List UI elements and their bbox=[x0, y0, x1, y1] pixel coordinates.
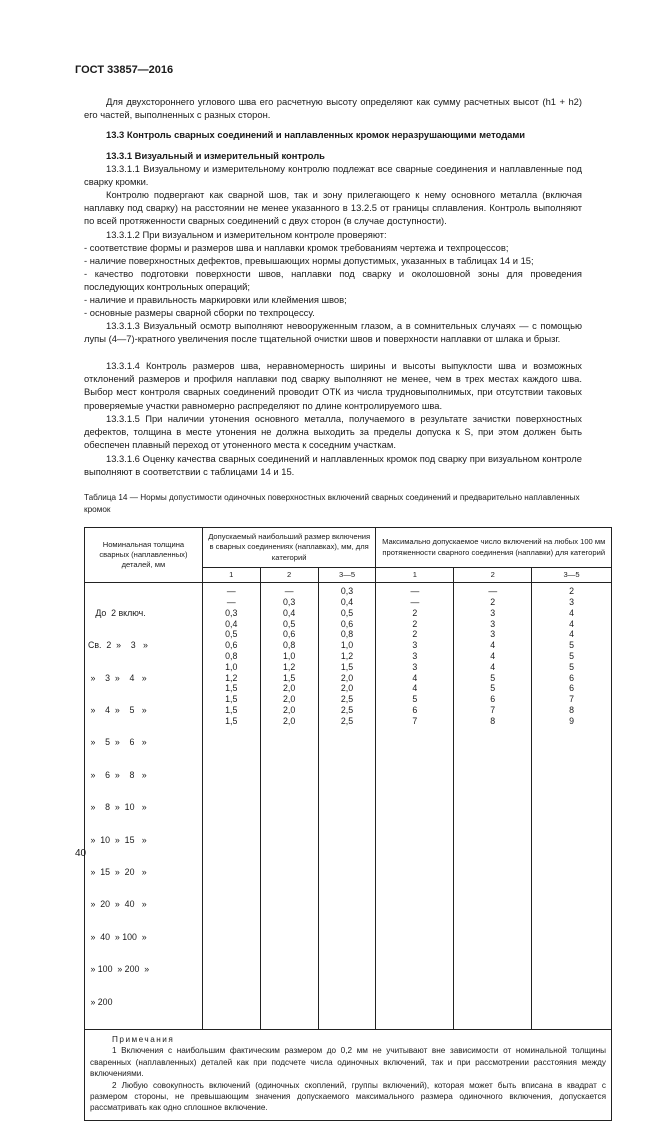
size-cell: 2,0 bbox=[340, 672, 354, 683]
size-cell: 1,2 bbox=[340, 651, 354, 661]
size-cell: 0,3 bbox=[225, 607, 238, 618]
count-cell: 2 bbox=[412, 618, 418, 629]
count-cell: 3 bbox=[569, 597, 575, 608]
size-cell: 0,5 bbox=[283, 618, 296, 629]
count-cell: 8 bbox=[490, 715, 496, 726]
count-cell: 9 bbox=[569, 715, 575, 726]
count-cell: 5 bbox=[490, 672, 496, 683]
size-cell: 0,6 bbox=[225, 640, 238, 651]
count-cell: 4 bbox=[569, 607, 575, 618]
count-cell: 6 bbox=[490, 694, 496, 705]
size-cell: 0,8 bbox=[283, 640, 296, 651]
count-cell: 7 bbox=[490, 704, 496, 715]
bullet-shape-size: - соответствие формы и размеров шва и наплавки кромок требованиям чертежа и техпроцессов; bbox=[84, 242, 509, 253]
count-cell: 6 bbox=[569, 683, 575, 694]
size-cell: 1,5 bbox=[225, 694, 238, 705]
section-13-3-1-heading: 13.3.1 Визуальный и измерительный контроль bbox=[106, 150, 325, 161]
size-cell: — bbox=[226, 597, 236, 608]
thickness-cell: » 200 bbox=[88, 996, 113, 1007]
size-cell: 0,4 bbox=[340, 597, 354, 608]
bullet-surface-defects: - наличие поверхностных дефектов, превышающих нормы допустимых, указанных в таблицах 14 и 15; bbox=[84, 255, 534, 266]
table-notes bbox=[85, 1029, 612, 1120]
paragraph-13-3-1-6: 13.3.1.6 Оценку качества сварных соединений и наплавленных кромок под сварку при визуальном контроле выполняют в соответствии с таблицами 14 и 15. bbox=[84, 453, 582, 478]
count-cell: 2 bbox=[412, 607, 418, 618]
size-cell: 1,0 bbox=[283, 651, 296, 661]
notes-title: Примечания bbox=[112, 1034, 175, 1044]
size-cell: 2,0 bbox=[283, 694, 296, 705]
thickness-cell: » 3 » 4 » bbox=[88, 672, 147, 683]
size-cat-3-5-column bbox=[318, 583, 376, 1030]
header-count-cat-2: 2 bbox=[454, 568, 532, 583]
header-count-cat-1: 1 bbox=[376, 568, 454, 583]
header-inclusion-size: Допускаемый наибольший размер включения в сварных соединениях (наплавках), мм, для категорий bbox=[202, 528, 376, 568]
thickness-cell: » 8 » 10 » bbox=[88, 802, 147, 813]
paragraph-13-3-1-4: 13.3.1.4 Контроль размеров шва, неравномерность ширины и высоты выпуклости шва и возможных отклонений размеров и профиля наплавки под сварку выполняют не менее, чем в трех местах каждого шва. Выбор мест контроля сварных соединений проводит ОТК из числа трудновыполнимых, при отсутствии таковых проверяемые участки равномерно распределяют по длине контролируемого шва. bbox=[84, 360, 582, 411]
size-cell: 1,0 bbox=[340, 640, 354, 651]
size-cell: 1,5 bbox=[225, 683, 238, 694]
count-cell: 4 bbox=[490, 640, 496, 651]
size-cell: 0,8 bbox=[340, 629, 354, 640]
paragraph-two-sided-weld: Для двухстороннего углового шва его расчетную высоту определяют как сумму расчетных высот (h1 + h2) его частей, выполненных с разных сторон. bbox=[84, 96, 582, 121]
note-2: 2 Любую совокупность включений (одиночных скоплений, группы включений), которая может быть вписана в квадрат с размером стороны, не превышающим значения допускаемого максимального размера одиночного включения, допускается рассматривать как одно сплошное включение. bbox=[90, 1080, 606, 1113]
count-cell: 3 bbox=[412, 640, 418, 651]
count-cell: 8 bbox=[569, 704, 575, 715]
header-count-cat-3-5: 3—5 bbox=[532, 568, 612, 583]
header-inclusion-count: Максимально допускаемое число включений на любых 100 мм протяженности сварного соединения (наплавки) для категорий bbox=[376, 528, 612, 568]
size-cell: 2,0 bbox=[283, 715, 296, 726]
count-cell: — bbox=[410, 597, 420, 608]
bullet-assembly-dimensions: - основные размеры сварной сборки по техпроцессу. bbox=[84, 307, 315, 318]
size-cell: 0,6 bbox=[283, 629, 296, 640]
size-cell: 0,4 bbox=[283, 607, 296, 618]
size-cell: 2,5 bbox=[340, 704, 354, 715]
document-header: ГОСТ 33857—2016 bbox=[75, 64, 174, 76]
size-cell: 1,5 bbox=[340, 661, 354, 672]
size-cell: 1,0 bbox=[225, 661, 238, 672]
thickness-cell: » 6 » 8 » bbox=[88, 769, 147, 780]
thickness-cell: » 20 » 40 » bbox=[88, 899, 147, 910]
size-cell: 0,5 bbox=[225, 629, 238, 640]
size-cell: — bbox=[284, 586, 294, 597]
thickness-column bbox=[85, 583, 203, 1030]
count-cell: 5 bbox=[569, 651, 575, 661]
paragraph-13-3-1-3: 13.3.1.3 Визуальный осмотр выполняют невооруженным глазом, а в сомнительных случаях — с помощью лупы (4—7)-кратного увеличения после тщательной очистки швов и поверхности наплавки от шлака и брызг. bbox=[84, 320, 582, 345]
count-cell: 3 bbox=[490, 618, 496, 629]
count-cell: 4 bbox=[490, 661, 496, 672]
count-cell: 2 bbox=[490, 597, 496, 608]
size-cell: 2,0 bbox=[340, 683, 354, 694]
count-cell: 4 bbox=[412, 672, 418, 683]
header-cat-1: 1 bbox=[202, 568, 260, 583]
count-cat-2-column bbox=[454, 583, 532, 1030]
paragraph-13-3-1-5: 13.3.1.5 При наличии утонения основного металла, получаемого в результате зачистки поверхностных дефектов, толщина в месте утонения не должна выходить за пределы допуска к S, при этом должен быть обеспечен плавный переход от утоненного места к соседним участкам. bbox=[84, 413, 582, 451]
size-cell: 0,3 bbox=[283, 597, 296, 608]
size-cat-1-column bbox=[202, 583, 260, 1030]
bullet-marking: - наличие и правильность маркировки или клеймения швов; bbox=[84, 294, 347, 305]
size-cell: 1,5 bbox=[225, 704, 238, 715]
thickness-cell: Св. 2 » 3 » bbox=[88, 640, 148, 651]
paragraph-13-3-1-1: 13.3.1.1 Визуальному и измерительному контролю подлежат все сварные соединения и наплавленные под сварку кромки. bbox=[84, 163, 582, 188]
thickness-cell: » 15 » 20 » bbox=[88, 866, 147, 877]
size-cell: 0,3 bbox=[340, 586, 354, 597]
size-cat-2-column bbox=[260, 583, 318, 1030]
count-cell: — bbox=[410, 586, 420, 597]
count-cell: 7 bbox=[569, 694, 575, 705]
count-cat-3-5-column bbox=[532, 583, 612, 1030]
count-cell: 3 bbox=[412, 651, 418, 661]
count-cell: 5 bbox=[490, 683, 496, 694]
count-cell: 3 bbox=[490, 629, 496, 640]
count-cell: 6 bbox=[412, 704, 418, 715]
count-cell: 5 bbox=[569, 661, 575, 672]
size-cell: 2,0 bbox=[283, 704, 296, 715]
count-cell: 5 bbox=[569, 640, 575, 651]
count-cell: 4 bbox=[490, 651, 496, 661]
table-body-row bbox=[85, 583, 612, 1030]
size-cell: 0,6 bbox=[340, 618, 354, 629]
header-cat-3-5: 3—5 bbox=[318, 568, 376, 583]
size-cell: 0,4 bbox=[225, 618, 238, 629]
count-cell: 3 bbox=[412, 661, 418, 672]
size-cell: 2,5 bbox=[340, 715, 354, 726]
header-cat-2: 2 bbox=[260, 568, 318, 583]
count-cell: 4 bbox=[569, 629, 575, 640]
count-cell: 2 bbox=[412, 629, 418, 640]
thickness-cell: » 100 » 200 » bbox=[88, 964, 150, 975]
count-cell: 6 bbox=[569, 672, 575, 683]
thickness-cell: До 2 включ. bbox=[88, 607, 146, 618]
size-cell: 2,5 bbox=[340, 694, 354, 705]
count-cell: 2 bbox=[569, 586, 575, 597]
count-cell: 4 bbox=[412, 683, 418, 694]
paragraph-control-zone: Контролю подвергают как сварной шов, так и зону прилегающего к нему основного металла (включая наплавку под сварку) на расстоянии не менее указанного в 13.2.5 от границы сплавления. Контроль выполняют по всей протяженности сварных соединений с двух сторон (в случае доступности). bbox=[84, 189, 582, 227]
page-number: 40 bbox=[75, 848, 87, 859]
count-cell: 7 bbox=[412, 715, 418, 726]
thickness-cell: » 5 » 6 » bbox=[88, 737, 147, 748]
count-cell: 5 bbox=[412, 694, 418, 705]
size-cell: 0,8 bbox=[225, 651, 238, 661]
count-cell: — bbox=[488, 586, 498, 597]
thickness-cell: » 4 » 5 » bbox=[88, 704, 147, 715]
count-cell: 4 bbox=[569, 618, 575, 629]
header-thickness: Номинальная толщина сварных (наплавленных) деталей, мм bbox=[85, 528, 203, 583]
table-caption: Таблица 14 — Нормы допустимости одиночных поверхностных включений сварных соединений и предварительно наплавленных кромок bbox=[84, 493, 580, 514]
size-cell: 1,2 bbox=[283, 661, 296, 672]
size-cell: 0,5 bbox=[340, 607, 354, 618]
thickness-cell: » 40 » 100 » bbox=[88, 931, 147, 942]
size-cell: 1,5 bbox=[283, 672, 296, 683]
size-cell: 2,0 bbox=[283, 683, 296, 694]
inclusions-norms-table bbox=[84, 527, 612, 1121]
size-cell: 1,2 bbox=[225, 672, 238, 683]
count-cell: 3 bbox=[490, 607, 496, 618]
paragraph-13-3-1-2: 13.3.1.2 При визуальном и измерительном контроле проверяют: bbox=[106, 229, 387, 240]
thickness-cell: » 10 » 15 » bbox=[88, 834, 147, 845]
section-13-3-heading: 13.3 Контроль сварных соединений и наплавленных кромок неразрушающими методами bbox=[106, 129, 526, 140]
bullet-surface-preparation: - качество подготовки поверхности швов, наплавки под сварку и околошовной зоны для проведения последующих контрольных операций; bbox=[84, 268, 582, 293]
size-cell: 1,5 bbox=[225, 715, 238, 726]
count-cat-1-column bbox=[376, 583, 454, 1030]
note-1: 1 Включения с наибольшим фактическим размером до 0,2 мм не учитывают вне зависимости от номинальной толщины сваренных (наплавленных) деталей как при подсчете числа одиночных включений, так и при рассмотрении расстояния между включениями. bbox=[90, 1046, 606, 1079]
size-cell: — bbox=[226, 586, 236, 597]
